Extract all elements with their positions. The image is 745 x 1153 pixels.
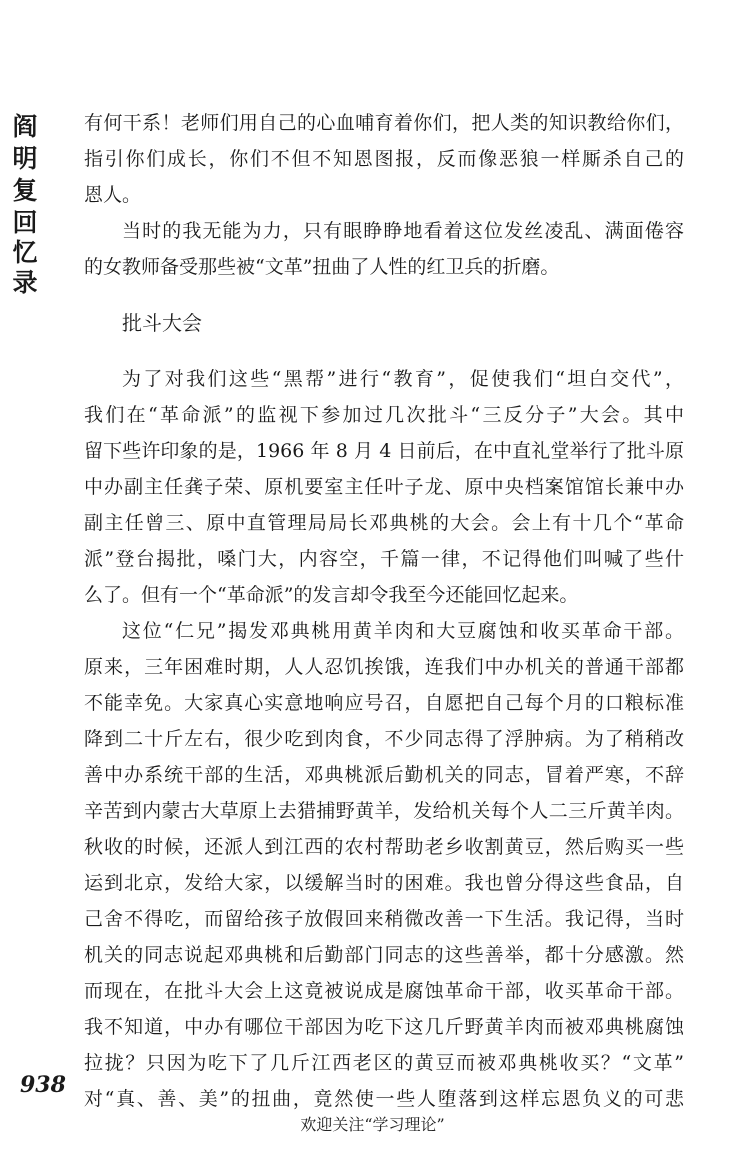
text-line: 降到二十斤左右，很少吃到肉食，不少同志得了浮肿病。为了稍稍改	[84, 728, 684, 750]
text-line: 辛苦到内蒙古大草原上去猎捕野黄羊，发给机关每个人二三斤黄羊肉。	[84, 800, 684, 822]
text-line: 这位“仁兄”揭发邓典桃用黄羊肉和大豆腐蚀和收买革命干部。	[122, 620, 684, 642]
author-name-char: 明	[12, 144, 38, 173]
paragraph-4	[84, 613, 684, 1117]
text-line: 中办副主任龚子荣、原机要室主任叶子龙、原中央档案馆馆长兼中办	[84, 476, 684, 498]
title-suffix-char: 回	[12, 208, 38, 237]
text-line: 对“真、善、美”的扭曲，竟然使一些人堕落到这样忘恩负义的可悲	[84, 1088, 684, 1110]
author-name-char: 复	[12, 176, 38, 205]
paragraph-3	[84, 361, 684, 613]
text-line: 派”登台揭批，嗓门大，内容空，千篇一律，不记得他们叫喊了些什	[84, 548, 684, 570]
section-heading: 批斗大会	[122, 311, 202, 335]
text-line: 不能幸免。大家真心实意地响应号召，自愿把自己每个月的口粮标准	[84, 692, 684, 714]
text-line: 机关的同志说起邓典桃和后勤部门同志的这些善举，都十分感激。然	[84, 944, 684, 966]
paragraph-2	[84, 213, 684, 285]
text-line: 么了。但有一个“革命派”的发言却令我至今还能回忆起来。	[84, 584, 579, 606]
text-line: 而现在，在批斗大会上这竟被说成是腐蚀革命干部，收买革命干部。	[84, 980, 684, 1002]
footer-note: 欢迎关注“学习理论”	[300, 1115, 445, 1134]
text-line: 秋收的时候，还派人到江西的农村帮助老乡收割黄豆，然后购买一些	[84, 836, 684, 858]
text-line: 的女教师备受那些被“文革”扭曲了人性的红卫兵的折磨。	[84, 256, 560, 278]
title-suffix-char: 录	[12, 268, 38, 297]
text-line: 原来，三年困难时期，人人忍饥挨饿，连我们中办机关的普通干部都	[84, 656, 684, 678]
paragraph-1	[84, 105, 684, 213]
author-name-char: 阎	[12, 112, 38, 141]
page-body	[84, 105, 684, 1117]
page-number: 938	[20, 1072, 66, 1098]
text-line: 当时的我无能为力，只有眼睁睁地看着这位发丝凌乱、满面倦容	[122, 220, 684, 242]
text-line: 我们在“革命派”的监视下参加过几次批斗“三反分子”大会。其中	[84, 404, 684, 426]
text-line: 为了对我们这些“黑帮”进行“教育”，促使我们“坦白交代”，	[122, 368, 684, 390]
text-line: 我不知道，中办有哪位干部因为吃下这几斤野黄羊肉而被邓典桃腐蚀	[84, 1016, 684, 1038]
text-line: 恩人。	[84, 184, 142, 206]
text-line: 副主任曾三、原中直管理局局长邓典桃的大会。会上有十几个“革命	[84, 512, 684, 534]
text-line: 拉拢？只因为吃下了几斤江西老区的黄豆而被邓典桃收买？“文革”	[84, 1052, 684, 1074]
text-line: 指引你们成长，你们不但不知恩图报，反而像恶狼一样厮杀自己的	[84, 148, 684, 170]
running-head-book-title	[8, 112, 42, 298]
text-line: 运到北京，发给大家，以缓解当时的困难。我也曾分得这些食品，自	[84, 872, 684, 894]
text-line: 善中办系统干部的生活，邓典桃派后勤机关的同志，冒着严寒，不辞	[84, 764, 684, 786]
text-line: 留下些许印象的是，1966 年 8 月 4 日前后，在中直礼堂举行了批斗原	[84, 440, 684, 462]
title-suffix-char: 忆	[12, 238, 38, 267]
text-line: 有何干系！老师们用自己的心血哺育着你们，把人类的知识教给你们，	[84, 112, 684, 134]
text-line: 己舍不得吃，而留给孩子放假回来稍微改善一下生活。我记得，当时	[84, 908, 684, 930]
